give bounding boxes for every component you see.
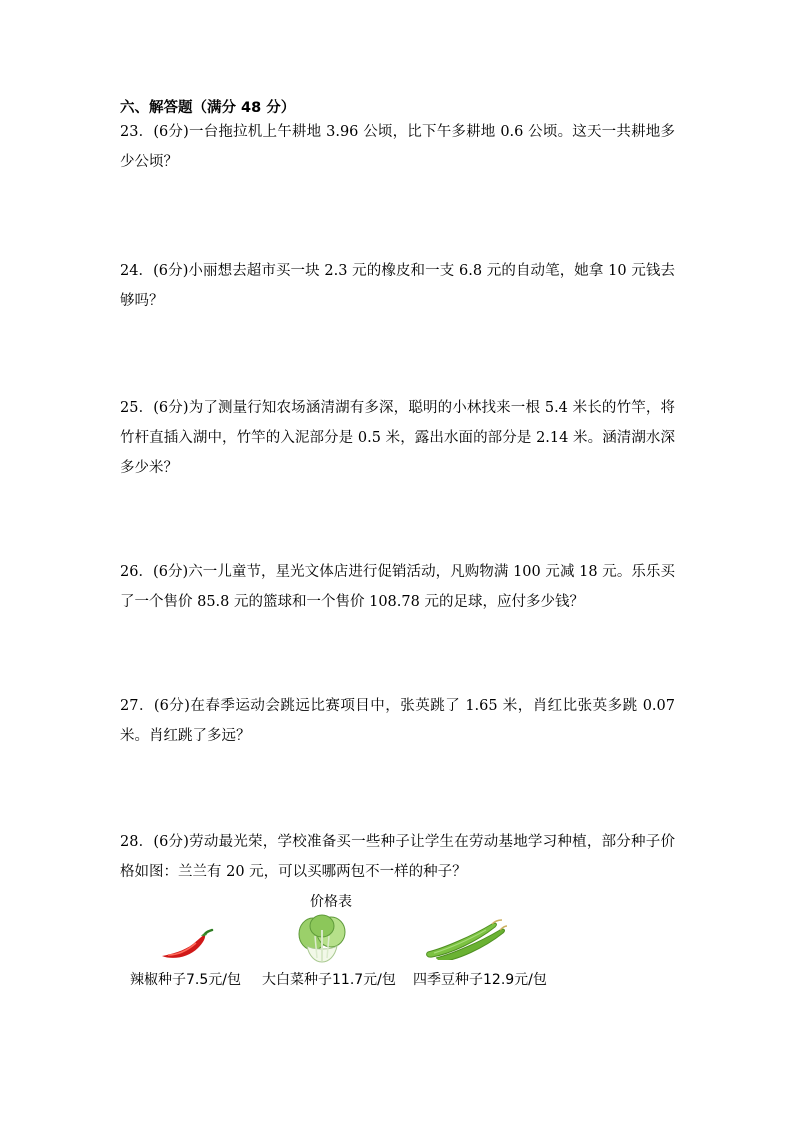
green-bean-icon xyxy=(424,918,508,960)
cabbage-seed-price: 大白菜种子11.7元/包 xyxy=(262,972,396,988)
question-23: 23．(6分)一台拖拉机上午耕地 3.96 公顷，比下午多耕地 0.6 公顷。这天一共耕地多少公顷？ xyxy=(120,124,675,170)
price-table-title: 价格表 xyxy=(310,894,352,910)
question-26: 26．(6分)六一儿童节，星光文体店进行促销活动，凡购物满 100 元减 18 元。乐乐买了一个售价 85.8 元的篮球和一个售价 108.78 元的足球，应付多少钱？ xyxy=(120,564,675,610)
question-27: 27．(6分)在春季运动会跳远比赛项目中，张英跳了 1.65 米，肖红比张英多跳 0.07 米。肖红跳了多远？ xyxy=(120,698,675,744)
question-25: 25．(6分)为了测量行知农场涵清湖有多深，聪明的小林找来一根 5.4 米长的竹竿，将竹杆直插入湖中，竹竿的入泥部分是 0.5 米，露出水面的部分是 2.14 米。涵清湖水深多少米？ xyxy=(120,400,675,476)
green-bean-seed-price: 四季豆种子12.9元/包 xyxy=(413,972,547,988)
chili-seed-price: 辣椒种子7.5元/包 xyxy=(130,972,241,988)
chili-pepper-icon xyxy=(158,928,214,962)
question-24: 24．(6分)小丽想去超市买一块 2.3 元的橡皮和一支 6.8 元的自动笔，她拿 10 元钱去够吗？ xyxy=(120,263,675,309)
question-28: 28．(6分)劳动最光荣，学校准备买一些种子让学生在劳动基地学习种植，部分种子价格如图：兰兰有 20 元，可以买哪两包不一样的种子？ xyxy=(120,834,675,880)
section-title: 六、解答题（满分 48 分） xyxy=(120,100,296,116)
cabbage-icon xyxy=(293,912,351,964)
